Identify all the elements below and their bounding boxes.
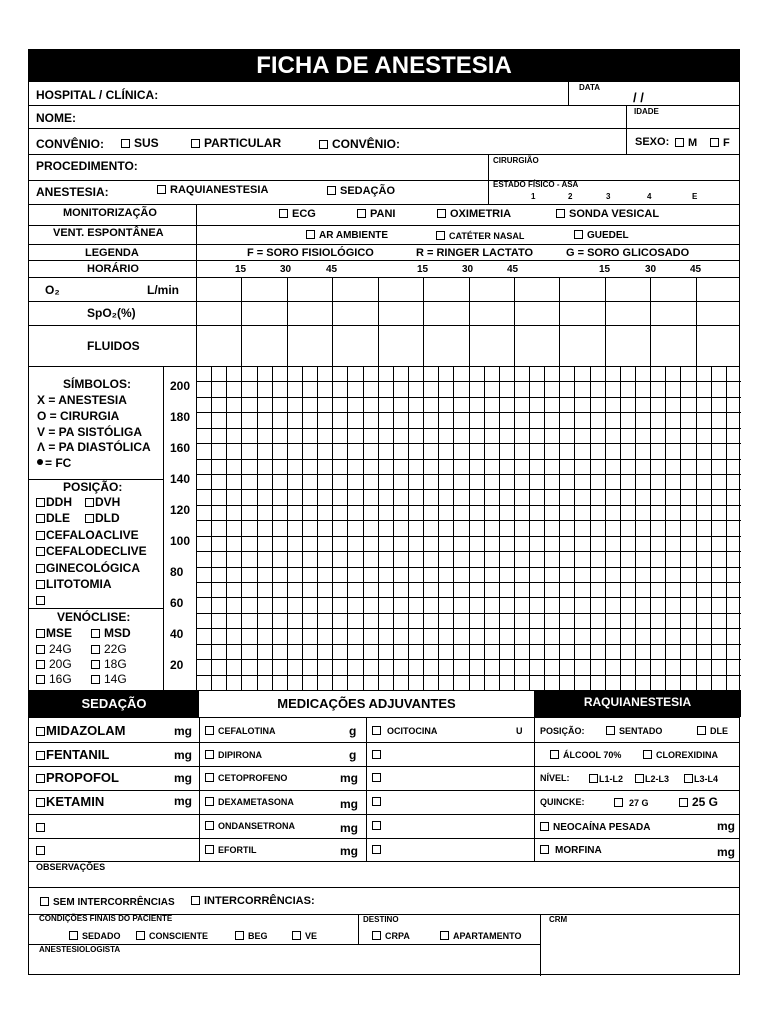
option-14g[interactable]: 14G bbox=[91, 673, 127, 685]
fluidos-label: FLUIDOS bbox=[87, 339, 140, 353]
option-consciente[interactable]: CONSCIENTE bbox=[136, 931, 208, 941]
sedacao-item[interactable]: MIDAZOLAM bbox=[36, 724, 125, 737]
checkbox[interactable] bbox=[36, 751, 45, 760]
row-divider bbox=[514, 277, 515, 366]
horario-tick: 45 bbox=[326, 264, 338, 275]
grid-row-line bbox=[196, 381, 741, 382]
option-16g[interactable]: 16G bbox=[36, 673, 72, 685]
grid-row-line bbox=[196, 489, 741, 490]
grid-column-line bbox=[620, 366, 621, 690]
grid-column-line bbox=[317, 366, 318, 690]
option-guedel[interactable]: GUEDEL bbox=[574, 230, 629, 241]
option-22g[interactable]: 22G bbox=[91, 643, 127, 655]
checkbox[interactable] bbox=[279, 209, 288, 218]
checkbox[interactable] bbox=[540, 822, 549, 831]
posicao-title: POSIÇÃO: bbox=[63, 480, 123, 494]
grid-column-line bbox=[211, 366, 212, 690]
adjuvante-item[interactable]: ONDANSETRONA bbox=[205, 821, 295, 831]
grid-column-line bbox=[332, 366, 333, 690]
grid-row-line bbox=[196, 412, 741, 413]
grid-column-line bbox=[393, 366, 394, 690]
vent-label: VENT. ESPONTÂNEA bbox=[53, 227, 164, 239]
checkbox[interactable] bbox=[136, 931, 145, 940]
option-crpa[interactable]: CRPA bbox=[372, 931, 410, 941]
grid-column-line bbox=[574, 366, 575, 690]
symbol-item: X = ANESTESIA bbox=[37, 393, 127, 407]
option-20g[interactable]: 20G bbox=[36, 658, 72, 670]
checkbox[interactable] bbox=[437, 209, 446, 218]
horario-tick: 15 bbox=[417, 264, 429, 275]
convenio-label: CONVÊNIO: bbox=[36, 137, 105, 151]
grid-column-line bbox=[438, 366, 439, 690]
option-raqui-dle[interactable]: DLE bbox=[697, 726, 728, 736]
grid-column-line bbox=[302, 366, 303, 690]
raqui-header: RAQUIANESTESIA bbox=[534, 690, 741, 717]
spo2-label: SpO₂(%) bbox=[87, 306, 136, 320]
unit: mg bbox=[174, 794, 192, 808]
checkbox[interactable] bbox=[36, 798, 45, 807]
checkbox[interactable] bbox=[85, 498, 94, 507]
option-25g[interactable]: 25 G bbox=[679, 796, 718, 808]
checkbox[interactable] bbox=[556, 209, 565, 218]
grid-column-line bbox=[726, 366, 727, 690]
checkbox[interactable] bbox=[40, 897, 49, 906]
option-cefaloaclive[interactable]: CEFALOACLIVE bbox=[36, 529, 139, 541]
option-msd[interactable]: MSD bbox=[91, 627, 131, 639]
adjuvante-item[interactable]: EFORTIL bbox=[205, 845, 257, 855]
asa-level[interactable]: 4 bbox=[647, 192, 652, 201]
grid-column-line bbox=[484, 366, 485, 690]
raqui-posicao-label: POSIÇÃO: bbox=[540, 726, 585, 736]
symbol-fc: = FC bbox=[37, 457, 71, 469]
checkbox[interactable] bbox=[440, 931, 449, 940]
scale-label: 80 bbox=[170, 565, 184, 579]
adjuvante-empty[interactable] bbox=[372, 797, 385, 807]
observacoes-label: OBSERVAÇÕES bbox=[36, 862, 106, 872]
asa-level[interactable]: 1 bbox=[531, 192, 536, 201]
option-mse[interactable]: MSE bbox=[36, 627, 72, 639]
option-morfina[interactable]: MORFINA bbox=[540, 845, 602, 856]
checkbox[interactable] bbox=[205, 797, 214, 806]
checkbox[interactable] bbox=[36, 660, 45, 669]
scale-label: 200 bbox=[170, 379, 191, 393]
procedimento-label: PROCEDIMENTO: bbox=[36, 159, 138, 173]
option-litotomia[interactable]: LITOTOMIA bbox=[36, 578, 112, 590]
grid-column-line bbox=[378, 366, 379, 690]
grid-row-line bbox=[196, 659, 741, 660]
checkbox[interactable] bbox=[357, 209, 366, 218]
option-other-position[interactable] bbox=[36, 594, 49, 606]
checkbox[interactable] bbox=[319, 140, 328, 149]
scale-label: 180 bbox=[170, 410, 191, 424]
grid-column-line bbox=[272, 366, 273, 690]
checkbox[interactable] bbox=[36, 675, 45, 684]
unit: mg bbox=[717, 819, 735, 833]
scale-label: 160 bbox=[170, 441, 191, 455]
checkbox[interactable] bbox=[36, 727, 45, 736]
checkbox[interactable] bbox=[710, 138, 719, 147]
checkbox[interactable] bbox=[36, 645, 45, 654]
option-sexo-m[interactable]: M bbox=[675, 138, 697, 149]
checkbox[interactable] bbox=[36, 596, 45, 605]
asa-label: ESTADO FÍSICO - ASA bbox=[493, 180, 579, 189]
checkbox[interactable] bbox=[121, 139, 130, 148]
checkbox[interactable] bbox=[36, 564, 45, 573]
row-divider bbox=[650, 277, 651, 366]
option-sedacao[interactable]: SEDAÇÃO bbox=[327, 186, 395, 197]
checkbox[interactable] bbox=[36, 531, 45, 540]
grid-row-line bbox=[196, 459, 741, 460]
checkbox[interactable] bbox=[372, 726, 381, 735]
dot-icon bbox=[37, 459, 43, 465]
grid-row-line bbox=[196, 520, 741, 521]
option-sentado[interactable]: SENTADO bbox=[606, 726, 662, 736]
venoclise-title: VENÓCLISE: bbox=[57, 610, 131, 624]
legend-item: G = SORO GLICOSADO bbox=[566, 247, 690, 259]
grid-row-line bbox=[196, 443, 741, 444]
checkbox[interactable] bbox=[91, 645, 100, 654]
horario-tick: 30 bbox=[645, 264, 657, 275]
checkbox[interactable] bbox=[372, 750, 381, 759]
grid-row-line bbox=[196, 582, 741, 583]
option-dle[interactable]: DLE bbox=[36, 512, 70, 524]
unit: mg bbox=[174, 724, 192, 738]
checkbox[interactable] bbox=[614, 798, 623, 807]
unit: mg bbox=[174, 748, 192, 762]
grid-column-line bbox=[226, 366, 227, 690]
option-apartamento[interactable]: APARTAMENTO bbox=[440, 931, 522, 941]
adjuvante-item[interactable]: DIPIRONA bbox=[205, 750, 262, 760]
checkbox[interactable] bbox=[589, 774, 598, 783]
unit: U bbox=[516, 726, 523, 736]
adjuvante-item[interactable]: CEFALOTINA bbox=[205, 726, 276, 736]
row-divider bbox=[696, 277, 697, 366]
scale-label: 140 bbox=[170, 472, 191, 486]
grid-column-line bbox=[469, 366, 470, 690]
unit: mg bbox=[340, 797, 358, 811]
checkbox[interactable] bbox=[306, 230, 315, 239]
form-title: FICHA DE ANESTESIA bbox=[29, 50, 739, 82]
checkbox[interactable] bbox=[327, 186, 336, 195]
checkbox[interactable] bbox=[205, 821, 214, 830]
symbol-item: Λ = PA DIASTÓLICA bbox=[37, 440, 151, 454]
crm-label: CRM bbox=[549, 915, 568, 924]
cirurgiao-label: CIRURGIÃO bbox=[493, 156, 539, 165]
grid-column-line bbox=[650, 366, 651, 690]
checkbox[interactable] bbox=[235, 931, 244, 940]
row-divider bbox=[559, 277, 560, 366]
sedacao-header: SEDAÇÃO bbox=[29, 690, 199, 717]
asa-level[interactable]: E bbox=[692, 192, 698, 201]
date-label: DATA bbox=[579, 83, 601, 92]
sedacao-item[interactable]: PROPOFOL bbox=[36, 771, 119, 784]
checkbox[interactable] bbox=[36, 846, 45, 855]
option-l2l3[interactable]: L2-L3 bbox=[635, 774, 669, 784]
option-alcool[interactable]: ÁLCOOL 70% bbox=[550, 750, 621, 760]
sedacao-empty[interactable] bbox=[36, 843, 49, 856]
grid-column-line bbox=[241, 366, 242, 690]
unit: mg bbox=[340, 844, 358, 858]
raqui-nivel-label: NÍVEL: bbox=[540, 773, 570, 783]
horario-tick: 45 bbox=[507, 264, 519, 275]
adjuvante-item[interactable]: CETOPROFENO bbox=[205, 773, 287, 783]
grid-row-line bbox=[196, 675, 741, 676]
grid-column-line bbox=[559, 366, 560, 690]
unit: mg bbox=[340, 821, 358, 835]
checkbox[interactable] bbox=[292, 931, 301, 940]
grid-column-line bbox=[363, 366, 364, 690]
horario-tick: 15 bbox=[235, 264, 247, 275]
option-convenio[interactable]: CONVÊNIO: bbox=[319, 138, 400, 150]
grid-column-line bbox=[453, 366, 454, 690]
scale-label: 120 bbox=[170, 503, 191, 517]
adjuvante-empty[interactable] bbox=[372, 821, 385, 831]
horario-tick: 45 bbox=[690, 264, 702, 275]
grid-row-line bbox=[196, 597, 741, 598]
scale-label: 60 bbox=[170, 596, 184, 610]
option-ecg[interactable]: ECG bbox=[279, 209, 316, 220]
checkbox[interactable] bbox=[372, 773, 381, 782]
grid-row-line bbox=[196, 505, 741, 506]
name-label: NOME: bbox=[36, 111, 76, 125]
option-ddh[interactable]: DDH bbox=[36, 496, 72, 508]
grid-column-line bbox=[287, 366, 288, 690]
option-oximetria[interactable]: OXIMETRIA bbox=[437, 209, 511, 220]
anestesiologista-label: ANESTESIOLOGISTA bbox=[39, 945, 121, 954]
chart-grid[interactable] bbox=[196, 366, 741, 690]
scale-label: 100 bbox=[170, 534, 191, 548]
sedacao-item[interactable]: FENTANIL bbox=[36, 748, 109, 761]
horario-tick: 15 bbox=[599, 264, 611, 275]
checkbox[interactable] bbox=[550, 750, 559, 759]
option-24g[interactable]: 24G bbox=[36, 643, 72, 655]
anestesia-label: ANESTESIA: bbox=[36, 185, 109, 199]
option-particular[interactable]: PARTICULAR bbox=[191, 137, 281, 149]
option-ar-ambiente[interactable]: AR AMBIENTE bbox=[306, 230, 388, 241]
checkbox[interactable] bbox=[91, 629, 100, 638]
asa-level[interactable]: 2 bbox=[568, 192, 573, 201]
option-pani[interactable]: PANI bbox=[357, 209, 395, 220]
option-sexo-f[interactable]: F bbox=[710, 138, 730, 149]
o2-label: O₂ bbox=[45, 283, 60, 297]
option-cateter-nasal[interactable]: CATÉTER NASAL bbox=[436, 231, 524, 241]
row-divider bbox=[241, 277, 242, 366]
unit: mg bbox=[174, 771, 192, 785]
asa-level[interactable]: 3 bbox=[606, 192, 611, 201]
grid-column-line bbox=[665, 366, 666, 690]
symbol-item: V = PA SISTÓLIGA bbox=[37, 425, 143, 439]
horario-label: HORÁRIO bbox=[87, 263, 139, 275]
checkbox[interactable] bbox=[372, 821, 381, 830]
checkbox[interactable] bbox=[36, 498, 45, 507]
grid-column-line bbox=[499, 366, 500, 690]
checkbox[interactable] bbox=[697, 726, 706, 735]
option-intercorrencias[interactable]: INTERCORRÊNCIAS: bbox=[191, 896, 315, 907]
option-27g[interactable]: 27 G bbox=[614, 798, 649, 808]
option-18g[interactable]: 18G bbox=[91, 658, 127, 670]
condicoes-label: CONDIÇÕES FINAIS DO PACIENTE bbox=[39, 914, 173, 923]
checkbox[interactable] bbox=[643, 750, 652, 759]
symbol-item: O = CIRURGIA bbox=[37, 409, 120, 423]
checkbox[interactable] bbox=[36, 547, 45, 556]
age-label: IDADE bbox=[634, 107, 659, 116]
destino-label: DESTINO bbox=[363, 915, 399, 924]
symbols-title: SÍMBOLOS: bbox=[63, 377, 131, 391]
unit: g bbox=[349, 724, 357, 738]
checkbox[interactable] bbox=[85, 514, 94, 523]
row-divider bbox=[605, 277, 606, 366]
option-raquianestesia[interactable]: RAQUIANESTESIA bbox=[157, 185, 268, 196]
checkbox[interactable] bbox=[36, 580, 45, 589]
checkbox[interactable] bbox=[436, 231, 445, 240]
option-sus[interactable]: SUS bbox=[121, 137, 159, 149]
row-divider bbox=[469, 277, 470, 366]
date-slashes: / / bbox=[633, 90, 644, 105]
checkbox[interactable] bbox=[372, 931, 381, 940]
grid-column-line bbox=[711, 366, 712, 690]
checkbox[interactable] bbox=[606, 726, 615, 735]
option-dvh[interactable]: DVH bbox=[85, 496, 120, 508]
checkbox[interactable] bbox=[69, 931, 78, 940]
checkbox[interactable] bbox=[540, 845, 549, 854]
horario-tick: 30 bbox=[280, 264, 292, 275]
row-divider bbox=[287, 277, 288, 366]
checkbox[interactable] bbox=[36, 823, 45, 832]
lmin-label: L/min bbox=[147, 283, 179, 297]
grid-column-line bbox=[544, 366, 545, 690]
checkbox[interactable] bbox=[91, 675, 100, 684]
option-sem-intercorrencias[interactable]: SEM INTERCORRÊNCIAS bbox=[40, 897, 175, 908]
adjuvante-empty[interactable] bbox=[372, 773, 385, 783]
checkbox[interactable] bbox=[205, 845, 214, 854]
scale-label: 20 bbox=[170, 658, 184, 672]
row-divider bbox=[423, 277, 424, 366]
anesthesia-form bbox=[28, 49, 740, 975]
legend-label: LEGENDA bbox=[85, 247, 139, 259]
grid-row-line bbox=[196, 474, 741, 475]
unit: g bbox=[349, 748, 357, 762]
grid-column-line bbox=[680, 366, 681, 690]
option-ve[interactable]: VE bbox=[292, 931, 317, 941]
grid-column-line bbox=[408, 366, 409, 690]
option-clorexidina[interactable]: CLOREXIDINA bbox=[643, 750, 718, 760]
grid-column-line bbox=[514, 366, 515, 690]
checkbox[interactable] bbox=[36, 629, 45, 638]
adjuvante-item[interactable]: DEXAMETASONA bbox=[205, 797, 294, 807]
option-l1l2[interactable]: L1-L2 bbox=[589, 774, 623, 784]
grid-column-line bbox=[529, 366, 530, 690]
grid-column-line bbox=[696, 366, 697, 690]
sexo-label: SEXO: bbox=[635, 136, 670, 148]
option-beg[interactable]: BEG bbox=[235, 931, 268, 941]
checkbox[interactable] bbox=[205, 750, 214, 759]
grid-row-line bbox=[196, 397, 741, 398]
grid-column-line bbox=[605, 366, 606, 690]
option-sedado[interactable]: SEDADO bbox=[69, 931, 121, 941]
row-divider bbox=[332, 277, 333, 366]
checkbox[interactable] bbox=[191, 896, 200, 905]
checkbox[interactable] bbox=[372, 845, 381, 854]
adjuvante-empty[interactable] bbox=[372, 750, 385, 760]
checkbox[interactable] bbox=[205, 773, 214, 782]
checkbox[interactable] bbox=[191, 139, 200, 148]
grid-column-line bbox=[590, 366, 591, 690]
grid-row-line bbox=[196, 628, 741, 629]
grid-column-line bbox=[347, 366, 348, 690]
checkbox[interactable] bbox=[635, 774, 644, 783]
option-l3l4[interactable]: L3-L4 bbox=[684, 774, 718, 784]
row-divider bbox=[378, 277, 379, 366]
option-cefalodeclive[interactable]: CEFALODECLIVE bbox=[36, 545, 147, 557]
checkbox[interactable] bbox=[36, 514, 45, 523]
raqui-quincke-label: QUINCKE: bbox=[540, 797, 585, 807]
sedacao-item[interactable]: KETAMIN bbox=[36, 795, 104, 808]
adjuvante-item[interactable]: OCITOCINA bbox=[372, 726, 437, 736]
checkbox[interactable] bbox=[157, 185, 166, 194]
horario-tick: 30 bbox=[462, 264, 474, 275]
sedacao-empty[interactable] bbox=[36, 820, 49, 833]
checkbox[interactable] bbox=[679, 798, 688, 807]
legend-item: F = SORO FISIOLÓGICO bbox=[247, 247, 374, 259]
adjuvantes-header: MEDICAÇÕES ADJUVANTES bbox=[277, 696, 456, 711]
grid-row-line bbox=[196, 536, 741, 537]
grid-row-line bbox=[196, 644, 741, 645]
checkbox[interactable] bbox=[684, 774, 693, 783]
checkbox[interactable] bbox=[36, 774, 45, 783]
checkbox[interactable] bbox=[372, 797, 381, 806]
adjuvante-empty[interactable] bbox=[372, 845, 385, 855]
checkbox[interactable] bbox=[91, 660, 100, 669]
checkbox[interactable] bbox=[205, 726, 214, 735]
grid-column-line bbox=[423, 366, 424, 690]
grid-row-line bbox=[196, 613, 741, 614]
scale-label: 40 bbox=[170, 627, 184, 641]
grid-row-line bbox=[196, 428, 741, 429]
grid-row-line bbox=[196, 551, 741, 552]
monitor-label: MONITORIZAÇÃO bbox=[63, 207, 157, 219]
option-neocaina[interactable]: NEOCAÍNA PESADA bbox=[540, 822, 650, 833]
grid-row-line bbox=[196, 567, 741, 568]
hospital-label: HOSPITAL / CLÍNICA: bbox=[36, 88, 159, 102]
grid-column-line bbox=[257, 366, 258, 690]
grid-column-line bbox=[635, 366, 636, 690]
checkbox[interactable] bbox=[675, 138, 684, 147]
option-ginecologica[interactable]: GINECOLÓGICA bbox=[36, 562, 140, 574]
unit: mg bbox=[340, 771, 358, 785]
checkbox[interactable] bbox=[574, 230, 583, 239]
unit: mg bbox=[717, 845, 735, 859]
option-dld[interactable]: DLD bbox=[85, 512, 120, 524]
legend-item: R = RINGER LACTATO bbox=[416, 247, 534, 259]
option-sonda-vesical[interactable]: SONDA VESICAL bbox=[556, 209, 659, 220]
